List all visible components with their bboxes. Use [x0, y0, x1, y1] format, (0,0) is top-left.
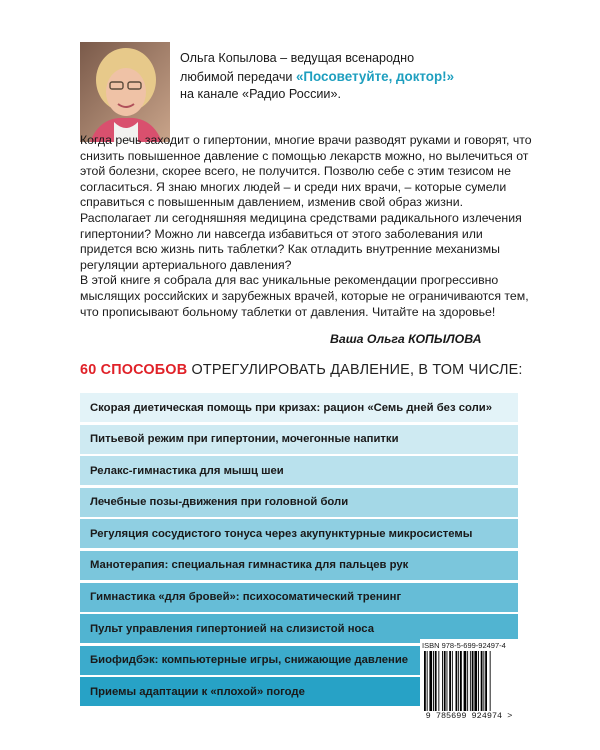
barcode-bar	[442, 651, 443, 711]
intro-paragraph: Располагает ли сегодняшняя медицина средствами радикального излечения гипертонии? Можно ли навсегда избавиться от этого заболевания или придется всю жизнь пить таблетки? Как отладить внутренние механизмы регуляции артериального давления?	[80, 210, 522, 272]
method-label: Пульт управления гипертонией на слизистой носа	[90, 622, 375, 635]
barcode-bar	[438, 651, 439, 711]
barcode-bar	[447, 651, 448, 711]
barcode-bar	[481, 651, 483, 711]
barcode-icon	[422, 651, 516, 713]
isbn-text: ISBN 978-5-699-92497-4	[422, 641, 506, 650]
author-photo	[80, 42, 170, 142]
intro-paragraph: Когда речь заходит о гипертонии, многие врачи разводят руками и говорят, что снизить повышенное давление с помощью лекарств можно, но вылечиться от этой болезни, скорее всего, не получится. Позволю себе с этим тезисом не согласиться. Я знаю многих людей – и среди них врачи, – которые сумели справиться с повышенным давлением, изменив свой образ жизни.	[80, 133, 532, 210]
barcode-bar	[424, 651, 426, 711]
barcode-bar	[460, 651, 462, 711]
method-label: Питьевой режим при гипертонии, мочегонные напитки	[90, 433, 399, 446]
barcode-bar	[464, 651, 467, 711]
barcode-box	[420, 639, 518, 725]
barcode-bar	[429, 651, 432, 711]
barcode-bar	[472, 651, 474, 711]
method-label: Гимнастика «для бровей»: психосоматический тренинг	[90, 591, 402, 604]
method-row	[80, 456, 518, 485]
method-row	[80, 583, 518, 612]
method-row	[80, 488, 518, 517]
method-label: Манотерапия: специальная гимнастика для пальцев рук	[90, 559, 409, 572]
method-row	[80, 551, 518, 580]
author-bio	[180, 50, 560, 104]
barcode-bar	[452, 651, 453, 711]
method-row	[80, 393, 518, 422]
intro-paragraph: В этой книге я собрала для вас уникальные рекомендации прогрессивно мыслящих российских и зарубежных врачей, которые не ограничиваются тем, что прописывают больному таблетки от давления. Читайте на здоровье!	[80, 273, 529, 319]
barcode-bar	[427, 651, 428, 711]
intro-text	[80, 133, 535, 320]
method-row	[80, 519, 518, 548]
barcode-bar	[474, 651, 477, 711]
author-channel-line: на канале «Радио России».	[180, 87, 341, 101]
author-signature: Ваша Ольга КОПЫЛОВА	[330, 332, 482, 346]
method-label: Лечебные позы-движения при головной боли	[90, 496, 349, 509]
method-label: Скорая диетическая помощь при кризах: рацион «Семь дней без соли»	[90, 401, 493, 414]
barcode-bar	[435, 651, 437, 711]
show-line-prefix: любимой передачи	[180, 69, 296, 84]
methods-heading	[80, 362, 550, 378]
method-label: Релакс-гимнастика для мышц шеи	[90, 464, 284, 477]
barcode-bar	[485, 651, 487, 711]
barcode-bar	[444, 651, 446, 711]
barcode-bar	[458, 651, 459, 711]
author-portrait-image	[80, 42, 170, 142]
methods-count-highlight: 60 СПОСОБОВ	[80, 362, 188, 378]
barcode-bar	[490, 651, 491, 711]
method-label: Биофидбэк: компьютерные игры, снижающие давление	[90, 654, 409, 667]
show-title: «Посоветуйте, доктор!»	[295, 68, 455, 84]
barcode-bar	[467, 651, 468, 711]
method-label: Приемы адаптации к «плохой» погоде	[90, 685, 305, 698]
author-show-line	[180, 68, 560, 87]
methods-heading-rest: ОТРЕГУЛИРОВАТЬ ДАВЛЕНИЕ, В ТОМ ЧИСЛЕ:	[187, 362, 523, 378]
method-row	[80, 425, 518, 454]
method-label: Регуляция сосудистого тонуса через акупунктурные микросистемы	[90, 527, 473, 540]
barcode-bar	[470, 651, 471, 711]
barcode-bar	[449, 651, 451, 711]
barcode-digits: 9 785699 924974 >	[420, 711, 518, 721]
barcode-bar	[456, 651, 458, 711]
barcode-bar	[433, 651, 434, 711]
barcode-bar	[483, 651, 484, 711]
barcode-bar	[478, 651, 479, 711]
author-name-line: Ольга Копылова – ведущая всенародно	[180, 51, 415, 65]
